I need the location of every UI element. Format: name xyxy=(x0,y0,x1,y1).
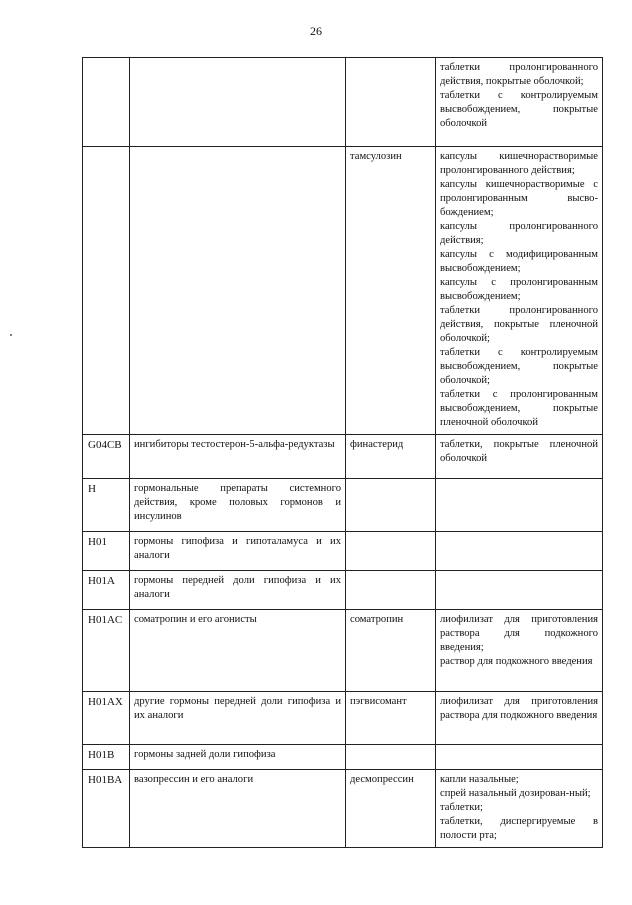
anatomical-therapeutic-group-cell xyxy=(130,147,346,435)
dosage-form-item: капсулы с модифицированным высвобождением; xyxy=(440,249,598,274)
drug-name-cell: пэгвисомант xyxy=(346,692,436,745)
dosage-form-item: капсулы кишечнорастворимые с пролонгированным высво-бождением; xyxy=(440,179,598,218)
dosage-form-item: капсулы пролонгированного действия; xyxy=(440,221,598,246)
table-row xyxy=(83,692,603,745)
dosage-form-cell xyxy=(436,692,603,745)
atc-code-cell: H01B xyxy=(83,745,130,770)
dosage-form-item: раствор для подкожного введения xyxy=(440,656,593,667)
anatomical-therapeutic-group-cell: другие гормоны передней доли гипофиза и их аналоги xyxy=(130,692,346,745)
anatomical-therapeutic-group-cell xyxy=(130,58,346,147)
page-number: 26 xyxy=(310,24,322,38)
dosage-form-cell xyxy=(436,532,603,571)
anatomical-therapeutic-group-cell: соматропин и его агонисты xyxy=(130,610,346,692)
dosage-form-item: капсулы с пролонгированным высвобождением; xyxy=(440,277,598,302)
drug-name-cell xyxy=(346,479,436,532)
atc-code-cell: G04CB xyxy=(83,435,130,479)
table-row xyxy=(83,745,603,770)
dosage-form-cell xyxy=(436,571,603,610)
dosage-form-item: капсулы кишечнорастворимые пролонгированного действия; xyxy=(440,151,598,176)
table-row xyxy=(83,610,603,692)
table-row xyxy=(83,147,603,435)
table-row xyxy=(83,571,603,610)
dosage-form-item: таблетки с контролируемым высвобождением, покрытые оболочкой; xyxy=(440,347,598,386)
dosage-form-item: таблетки, диспергируемые в полости рта; xyxy=(440,816,598,841)
dosage-form-cell xyxy=(436,745,603,770)
drug-name-cell: финастерид xyxy=(346,435,436,479)
dosage-form-item: таблетки пролонгированного действия, покрытые оболочкой; xyxy=(440,62,598,87)
atc-code-cell xyxy=(83,147,130,435)
table-row xyxy=(83,435,603,479)
dosage-form-cell xyxy=(436,770,603,848)
dosage-form-item: спрей назальный дозирован-ный; xyxy=(440,788,591,799)
table-row xyxy=(83,58,603,147)
table-row xyxy=(83,532,603,571)
atc-code-cell: H01BA xyxy=(83,770,130,848)
dosage-form-cell xyxy=(436,435,603,479)
drug-name-cell xyxy=(346,532,436,571)
atc-code-cell: H01AC xyxy=(83,610,130,692)
dosage-form-item: таблетки, покрытые пленочной оболочкой xyxy=(440,439,598,464)
dosage-form-item: таблетки пролонгированного действия, покрытые пленочной оболочкой; xyxy=(440,305,598,344)
drug-name-cell xyxy=(346,571,436,610)
atc-code-cell: H01AX xyxy=(83,692,130,745)
dosage-form-item: таблетки; xyxy=(440,802,483,813)
anatomical-therapeutic-group-cell: гормоны гипофиза и гипоталамуса и их аналоги xyxy=(130,532,346,571)
drug-name-cell xyxy=(346,58,436,147)
drug-name-cell: тамсулозин xyxy=(346,147,436,435)
table-row xyxy=(83,479,603,532)
table-row xyxy=(83,770,603,848)
anatomical-therapeutic-group-cell: гормоны передней доли гипофиза и их аналоги xyxy=(130,571,346,610)
dosage-form-cell xyxy=(436,147,603,435)
dosage-form-item: лиофилизат для приготовления раствора для подкожного введения; xyxy=(440,614,598,653)
atc-code-cell: H01 xyxy=(83,532,130,571)
drug-name-cell: десмопрессин xyxy=(346,770,436,848)
drug-name-cell xyxy=(346,745,436,770)
dosage-form-item: капли назальные; xyxy=(440,774,519,785)
dosage-form-cell xyxy=(436,610,603,692)
atc-code-cell: H01A xyxy=(83,571,130,610)
dosage-form-item: таблетки с контролируемым высвобождением, покрытые оболочкой xyxy=(440,90,598,129)
dosage-form-item: таблетки с пролонгированным высвобождением, покрытые пленочной оболочкой xyxy=(440,389,598,428)
atc-code-cell xyxy=(83,58,130,147)
atc-code-cell: H xyxy=(83,479,130,532)
anatomical-therapeutic-group-cell: гормональные препараты системного действия, кроме половых гормонов и инсулинов xyxy=(130,479,346,532)
dosage-form-cell xyxy=(436,58,603,147)
anatomical-therapeutic-group-cell: ингибиторы тестостерон-5-альфа-редуктазы xyxy=(130,435,346,479)
drug-name-cell: соматропин xyxy=(346,610,436,692)
dosage-form-item: лиофилизат для приготовления раствора для подкожного введения xyxy=(440,696,598,721)
anatomical-therapeutic-group-cell: гормоны задней доли гипофиза xyxy=(130,745,346,770)
dosage-form-cell xyxy=(436,479,603,532)
margin-mark xyxy=(10,334,12,336)
medicines-table xyxy=(82,57,603,848)
anatomical-therapeutic-group-cell: вазопрессин и его аналоги xyxy=(130,770,346,848)
